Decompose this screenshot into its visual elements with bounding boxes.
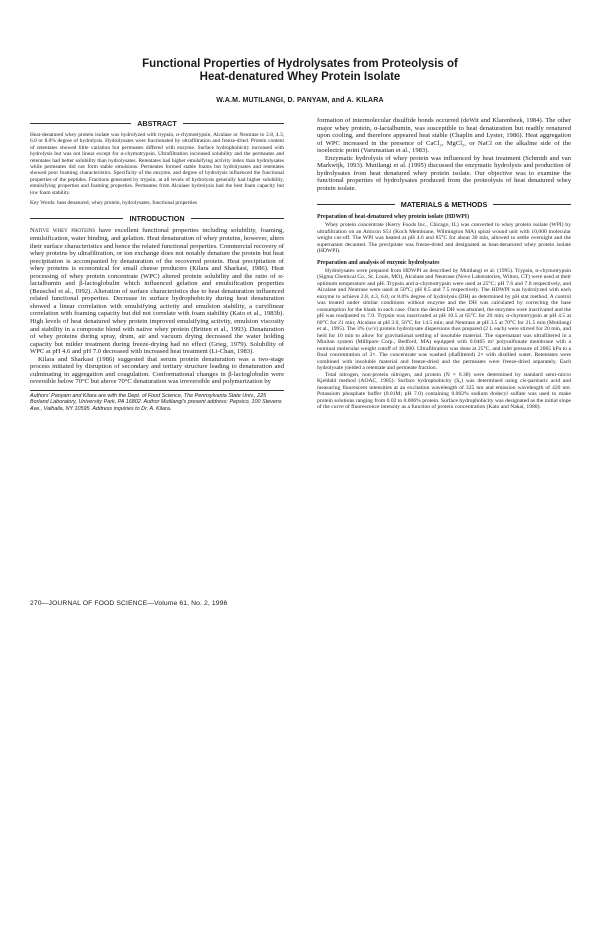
heading-rule bbox=[30, 123, 131, 124]
heading-rule bbox=[183, 123, 284, 124]
heading-rule bbox=[317, 204, 395, 205]
article-title-line-2: Heat-denatured Whey Protein Isolate bbox=[199, 71, 401, 83]
heading-rule bbox=[30, 218, 123, 219]
right-paragraph-1: formation of intermolecular disulfide bonds occurred (deWit and Klarenbeek, 1984). The other major whey protein, α-lactalbumin, was susceptible to heat denaturation but readily renatured upon cooling, and therefore appeared heat stable (Chaplin and Lyster, 1986). Heat aggregation of WPC increased in the presence of CaCl₂, MgCl₂, or NaCl on the alkaline side of the isoelectric point (Varunsatian et al., 1983). bbox=[317, 117, 571, 155]
methods-heading-row bbox=[317, 200, 571, 209]
keywords: Key Words: heat denatured, whey protein, hydrolysates, functional properties bbox=[30, 200, 197, 207]
methods-heading: MATERIALS & METHODS bbox=[400, 200, 488, 210]
introduction-paragraph-1 bbox=[30, 227, 284, 355]
subsection-hydrolysates-text-2: Total nitrogen, non-protein nitrogen, and protein (N × 6.38) were determined by standard semi-micro Kjeldahl method (AOAC, 1985). Surface hydrophobicity (S₀) was determined using cis-parinaric acid and measuring fluorescent intensities at an excitation wavelength of 325 nm and emission wavelength of 420 nm. Potassium phosphate buffer (0.01M; pH 7.0) containing 0.002% sodium dodecyl sulfate was used to make protein solutions ranging from 0.02 to 0.006% protein. Surface hydrophobicity was designated as the initial slope of the curve of fluorescence intensity as a function of protein concentration (Kato and Nakai, 1980). bbox=[317, 371, 571, 411]
page-footer: 270—JOURNAL OF FOOD SCIENCE—Volume 61, No. 2, 1996 bbox=[30, 600, 228, 607]
intro-paragraph-1-text: have excellent functional properties including solubility, foaming, emulsification, water binding, and gelation. Heat denaturation of whey proteins, however, alters their surface characteristics and hence the related functional properties. Commercial recovery of whey proteins by ultrafiltration, or ion exchange does not notably denature the protein but heat precipitation is accompanied by denaturation of the recovered protein. Heat precipitation of whey proteins is economical for small cheese producers (Kilara and Sharkasi, 1986). Heat processing of whey protein concentrate (WPC) altered protein solubility and the ratio of α-lactalbumin and β-lactoglobulin which influenced gelation and emulsification properties (Beuschel et al., 1992). Alteration of surface characteristics due to heat denaturation influenced related functional properties. Decrease in surface hydrophobicity during heat denaturation showed a linear correlation with emulsifying activity and emulsion stability, a curvilinear correlation with foaming capacity but did not correlate with foam stability (Kato et al., 1983b). High levels of heat denatured whey protein improved emulsifying activity, emulsion viscosity and stability in a composite blend with native whey protein (Britten et al., 1993). Denaturation of whey proteins during spray, drum, air and vacuum drying decreased the water holding capacity but milder treatment during freeze-drying had no effect (Grieg, 1979). Solubility of WPC at pH 4.6 and pH 7.0 decreased with increased heat treatment (Li-Chan, 1983). bbox=[30, 227, 285, 356]
intro-lead-in: Native whey proteins bbox=[30, 227, 96, 235]
subsection-heading-hydrolysates: Preparation and analysis of enzymic hydrolysates bbox=[317, 259, 440, 266]
author-list: W.A.M. MUTILANGI, D. PANYAM, and A. KILARA bbox=[216, 97, 384, 104]
heading-rule bbox=[191, 218, 284, 219]
introduction-heading-row bbox=[30, 214, 284, 223]
subsection-hdwpi-text: Whey protein concentrate (Kerry Foods Inc., Chicago, IL) was converted to whey protein isolate (WPI) by ultrafiltration on an Amicon S51 (Koch Membrane, Wilmington MA) spiral wound unit with 10,000 molecular weight cut-off. The WPI was heated at pH 4.6 and 85°C for about 30 min, allowed to settle overnight and the supernatant decanted. The precipitate was freeze-dried and designated as heat-denatured whey protein isolate (HDWPI). bbox=[317, 222, 571, 255]
heading-rule bbox=[493, 204, 571, 205]
abstract-heading: ABSTRACT bbox=[137, 119, 177, 128]
right-column bbox=[317, 117, 571, 411]
right-paragraph-2: Enzymatic hydrolysis of whey protein was influenced by heat treatment (Schmidt and van Markwijk, 1993). Mutilangi et al. (1995) discussed the enzymatic hydrolysis and production of hydrolysates from heat denatured whey protein isolate. Our objective was to examine the functional properties of hydrolysates produced from the proteolysis of heat denatured whey protein isolate. bbox=[317, 154, 571, 192]
subsection-hydrolysates-text: Hydrolysates were prepared from HDWPI as described by Mutilangi et al. (1995). Trypsin, α-chymotrypsin (Sigma Chemical Co., St. Louis, MO), Alcalase and Neutrase (Novo Laboratories, Wilton, CT) were used at their optimum temperature and pH. Trypsin and α-chymotrypsin were used at 25°C; pH 7.6 and 7.8 respectively, and Alcalase and Neutrase were used at 50°C; pH 8.5 and 7.5 respectively. The HDWPI was hydrolyzed with each enzyme to achieve 2.8, 4.3, 6.0, or 8.0% degree of hydrolysis (DH) as determined by pH stat method. A control was treated under similar conditions without enzyme and the DH was calculated by correcting the base consumption for the blank in each case. Once the desired DH was attained, the enzymes were inactivated and the pH was readjusted to 7.0. Trypsin was inactivated at pH 10.5 at 65°C for 20 min; α-chymotrypsin at pH 4.5 at 60°C for 21 min; Alcalase at pH 3.0, 56°C for 14.5 min; and Neutrase at pH 3.5 at 70°C for 21.5 min (Mutilangi et al., 1995). The 3% (w/v) protein hydrolysate dispersions thus prepared (2 L each) were stirred for 20 min, and held for 10 min to allow for gravitational settling of insoluble material. The supernatant was ultrafiltered in a Minitan system (Millipore Corp., Bedford, MA) equipped with 0.0465 m² polysulfonate membrane with a nominal molecular weight cutoff of 10,000. Ultrafiltration was done at 25°C, and inlet pressure of 2065 kPa to a final concentration of 3×. The concentrate was washed (diafiltered) 2× with distilled water. Retentates were combined with insoluble material and freeze-dried and the permeates were freeze-dried separately. Each hydrolysate yielded a retentate and permeate fraction. bbox=[317, 267, 571, 372]
article-title-line-1: Functional Properties of Hydrolysates from Proteolysis of bbox=[142, 58, 458, 70]
introduction-paragraph-2: Kilara and Sharkasi (1986) suggested that serum protein denaturation was a two-stage process initiated by disruption of secondary and tertiary structure leading to denaturation and culminating in aggregation and coagulation. Conformational changes in β-lactoglobulin were reversible below 70°C but above 70°C denaturation was irreversible and polymerization by bbox=[30, 355, 284, 386]
abstract-text: Heat-denatured whey protein isolate was hydrolyzed with trypsin, α-chymotrypsin, Alcalase or Neutrase to 2.8, 4.3, 6.0 or 8.0% degree of hydrolysis. Hydrolysates were fractionated by ultrafiltration and freeze-dried. Protein content of retentates showed little variation but permeates differed with enzyme. Surface hydrophobicity increased with hydrolysis but was not linear except for α-chymotrypsin. Ultrafiltration increased solubility and the permeates and retentates had better solubility than hydrolysates. Retentates had higher emulsifying activity index than hydrolysates while permeates did not form stable emulsions. Permeates formed stable foams but hydrolysates and retentates showed poor foaming characteristics. Specificity of the enzyme, and degree of hydrolysis influenced the functional properties of the peptides. Fractions generated by trypsin, at all levels of hydrolysis generally had higher solubility, emulsifying properties and foaming properties. Permeates from Alcalase hydrolysis had the best foam capacity but low foam stability. bbox=[30, 132, 284, 196]
introduction-heading: INTRODUCTION bbox=[129, 214, 185, 224]
author-footnote: Authors' Panyam and Kilara are with the Dept. of Food Science, The Pennsylvania State Univ., 225 Borland Laboratory, University Park, PA 16802. Author Mutilangi's present address: Pepsico, 100 Stevens Ave., Valhalla, NY 10595. Address inquiries to Dr. A. Kilara. bbox=[30, 390, 284, 412]
left-column bbox=[30, 117, 284, 412]
abstract-heading-row bbox=[30, 119, 284, 128]
subsection-heading-hdwpi: Preparation of heat-denatured whey protein isolate (HDWPI) bbox=[317, 214, 469, 221]
